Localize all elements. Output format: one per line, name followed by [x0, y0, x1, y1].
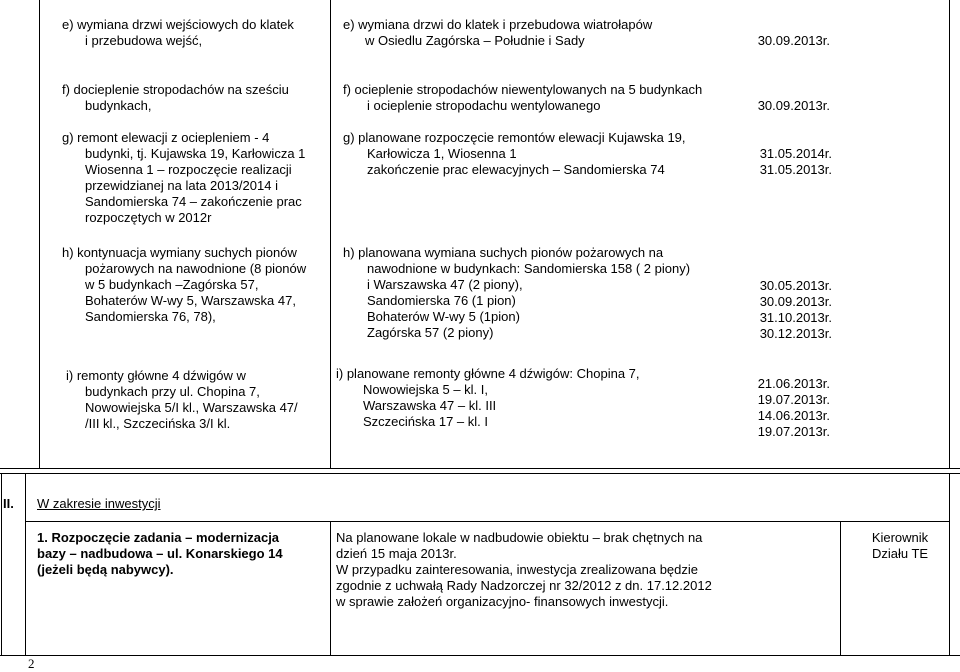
- row-g-plan: g) planowane rozpoczęcie remontów elewacji Kujawska 19, Karłowicza 1, Wiosenna 1 zakończenie prac elewacyjnych – Sandomierska 74: [343, 130, 686, 177]
- row-g-dates: 31.05.2014r. 31.05.2013r.: [759, 146, 832, 177]
- section2-divider-2: [330, 521, 331, 655]
- section2-heading: W zakresie inwestycji: [37, 496, 161, 511]
- section2-heading-underline-row: [25, 521, 949, 522]
- row-e-plan: e) wymiana drzwi do klatek i przebudowa wiatrołapów w Osiedlu Zagórska – Południe i Sady: [343, 17, 653, 48]
- page-number: 2: [28, 656, 35, 671]
- row-f-plan: f) ocieplenie stropodachów niewentylowanych na 5 budynkach i ocieplenie stropodachu wentylowanego: [343, 82, 703, 113]
- row-f-dates: 30.09.2013r.: [757, 98, 830, 113]
- row-i-plan: i) planowane remonty główne 4 dźwigów: Chopina 7, Nowowiejska 5 – kl. I, Warszawska 47 – kl. III Szczecińska 17 – kl. I: [336, 366, 640, 429]
- table-border-right: [949, 0, 950, 468]
- row-e-dates: 30.09.2013r.: [757, 33, 830, 48]
- section2-number: II.: [3, 496, 14, 511]
- section2-border-left: [1, 473, 2, 655]
- section2-responsible: Kierownik Działu TE: [871, 530, 929, 561]
- row-e-task: e) wymiana drzwi wejściowych do klatek i przebudowa wejść,: [62, 17, 294, 48]
- row-g-task: g) remont elewacji z ociepleniem - 4 budynki, tj. Kujawska 19, Karłowicza 1 Wiosenna 1 – rozpoczęcie realizacji przewidzianej na lata 2013/2014 i Sandomierska 74 – zakończenie prac rozpoczętych w 2012r: [62, 130, 306, 225]
- section2-divider-3: [840, 521, 841, 655]
- row-h-dates: 30.05.2013r. 30.09.2013r. 31.10.2013r. 30.12.2013r.: [759, 278, 832, 341]
- row-f-task: f) docieplenie stropodachów na sześciu budynkach,: [62, 82, 289, 113]
- section2-divider-1: [25, 473, 26, 655]
- section2-status: Na planowane lokale w nadbudowie obiektu – brak chętnych na dzień 15 maja 2013r. W przypadku zainteresowania, inwestycja zrealizowana będzie zgodnie z uchwałą Rady Nadzorczej nr 32/2012 z dn. 17.12.2012 w sprawie założeń organizacyjno- finansowych inwestycji.: [336, 530, 712, 609]
- table-bottom-border: [0, 468, 960, 469]
- section2-top-border: [0, 473, 960, 474]
- row-h-plan: h) planowana wymiana suchych pionów pożarowych na nawodnione w budynkach: Sandomierska 158 ( 2 piony) i Warszawska 47 (2 piony), Sandomierska 76 (1 pion) Bohaterów W-wy 5 (1pion) Zagórska 57 (2 piony): [343, 245, 691, 340]
- section2-border-right: [949, 473, 950, 655]
- row-i-dates: 21.06.2013r. 19.07.2013r. 14.06.2013r. 19.07.2013r.: [757, 376, 830, 439]
- row-h-task: h) kontynuacja wymiany suchych pionów pożarowych na nawodnione (8 pionów w 5 budynkach –Zagórska 57, Bohaterów W-wy 5, Warszawska 47, Sandomierska 76, 78),: [62, 245, 307, 324]
- row-i-task: i) remonty główne 4 dźwigów w budynkach przy ul. Chopina 7, Nowowiejska 5/I kl., Warszawska 47/ /III kl., Szczecińska 3/I kl.: [66, 368, 298, 431]
- table-border-left: [39, 0, 40, 468]
- section2-bottom-border: [0, 655, 960, 656]
- column-divider-1: [330, 0, 331, 468]
- section2-task: 1. Rozpoczęcie zadania – modernizacja bazy – nadbudowa – ul. Konarskiego 14 (jeżeli będą nabywcy).: [37, 530, 283, 577]
